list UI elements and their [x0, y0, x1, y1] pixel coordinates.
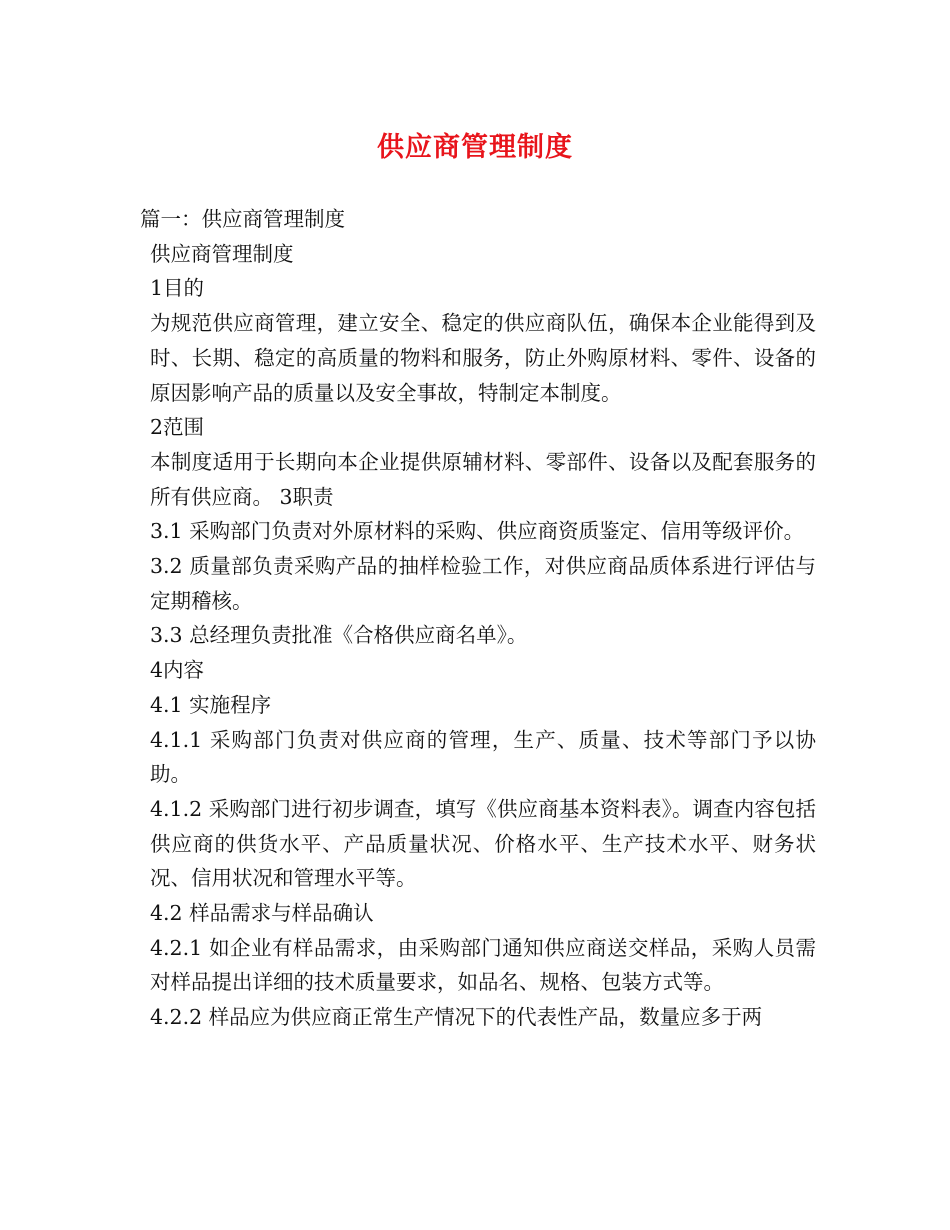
paragraph: 4.2.2 样品应为供应商正常生产情况下的代表性产品，数量应多于两: [150, 1005, 763, 1030]
paragraph: 3.1 采购部门负责对外原材料的采购、供应商资质鉴定、信用等级评价。: [150, 519, 805, 544]
paragraph: 为规范供应商管理，建立安全、稳定的供应商队伍，确保本企业能得到及时、长期、稳定的高质量的物料和服务，防止外购原材料、零件、设备的原因影响产品的质量以及安全事故，特制定本制度。: [150, 311, 816, 405]
paragraph: 3.2 质量部负责采购产品的抽样检验工作，对供应商品质体系进行评估与定期稽核。: [150, 554, 816, 613]
paragraph: 4.2.1 如企业有样品需求，由采购部门通知供应商送交样品，采购人员需对样品提出详细的技术质量要求，如品名、规格、包装方式等。: [150, 935, 816, 995]
document-subtitle: 供应商管理制度: [150, 241, 294, 266]
document-title: 供应商管理制度: [377, 132, 573, 163]
section-heading: 4内容: [150, 658, 205, 683]
paragraph: 4.1.2 采购部门进行初步调查，填写《供应商基本资料表》。调查内容包括供应商的供货水平、产品质量状况、价格水平、生产技术水平、财务状况、信用状况和管理水平等。: [150, 796, 816, 891]
section-heading: 篇一：供应商管理制度: [140, 207, 345, 231]
paragraph: 4.1.1 采购部门负责对供应商的管理，生产、质量、技术等部门予以协助。: [150, 727, 816, 787]
document-body: [140, 202, 816, 1035]
section-heading: 1目的: [150, 276, 205, 301]
paragraph: 3.3 总经理负责批准《合格供应商名单》。: [150, 623, 528, 648]
section-heading: 2范围: [150, 415, 205, 440]
subsection-heading: 4.1 实施程序: [150, 692, 272, 717]
subsection-heading: 4.2 样品需求与样品确认: [150, 901, 374, 926]
paragraph: 本制度适用于长期向本企业提供原辅材料、零部件、设备以及配套服务的所有供应商。 3职责: [150, 449, 816, 509]
